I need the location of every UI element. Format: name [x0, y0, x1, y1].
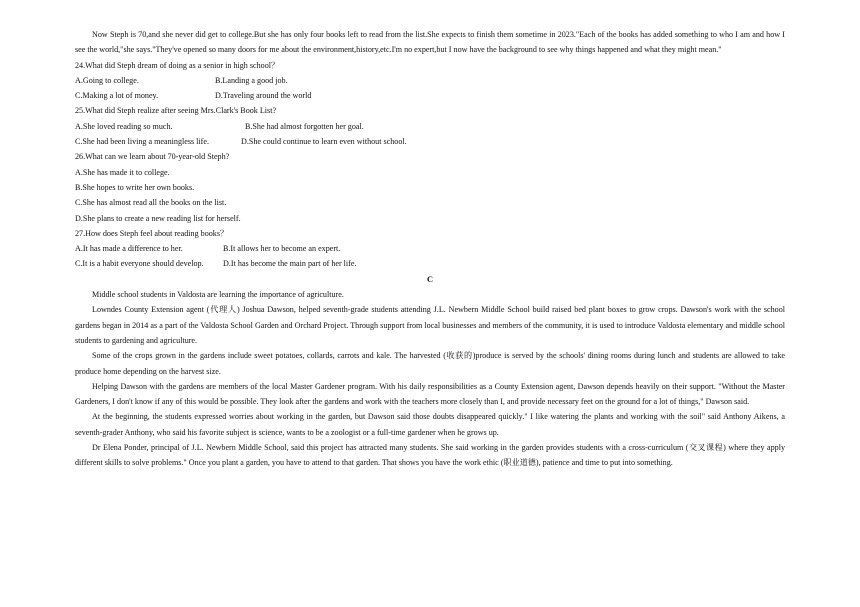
option-c: C.She had been living a meaningless life. [75, 137, 209, 147]
passage-paragraph: Lowndes County Extension agent (代理人) Joshua Dawson, helped seventh-grade students attending J.L. Newbern Middle School build raised bed plant boxes to grow crops. Dawson's work with the school gardens began in 2014 as a part of the Valdosta School Garden and Orchard Project. Through support from local businesses and members of the community, it is used to introduce Valdosta elementary and middle school students to gardening and agriculture. [75, 305, 785, 345]
option-row [75, 119, 785, 134]
passage-paragraph: Dr Elena Ponder, principal of J.L. Newbern Middle School, said this project has attracted many students. She said working in the garden provides students with a cross-curriculum (交叉课程) where they apply different skills to solve problems." Once you plant a garden, you have to attend to that garden. That shows you have the work ethic (职业道德), patience and time to put into something. [75, 443, 785, 468]
option-row [75, 134, 785, 149]
option-b: B.Landing a good job. [215, 75, 288, 85]
passage-paragraph: Now Steph is 70,and she never did get to college.But she has only four books left to read from the list.She expects to finish them sometime in 2023."Each of the books has added something to who I am and how I see the world,"she says."They've opened so many doors for me about the environment,history,etc.I'm no expert,but I now have the background to see why things happened and what they might mean." [75, 30, 785, 55]
option-row [75, 241, 785, 256]
question-stem: 24.What did Steph dream of doing as a senior in high school？ [75, 60, 280, 70]
option-row [75, 88, 785, 103]
passage-paragraph: Middle school students in Valdosta are learning the importance of agriculture. [92, 290, 344, 300]
option-b: B.It allows her to become an expert. [223, 244, 341, 254]
option-d: D.She could continue to learn even without school. [241, 137, 407, 147]
option-c: C.She has almost read all the books on the list. [75, 198, 227, 208]
option-c: C.It is a habit everyone should develop. [75, 259, 204, 269]
question-stem: 25.What did Steph realize after seeing Mrs.Clark's Book List? [75, 106, 277, 116]
question-stem: 26.What can we learn about 70-year-old Steph? [75, 152, 230, 162]
option-a: A.She has made it to college. [75, 167, 170, 177]
option-d: D.She plans to create a new reading list for herself. [75, 213, 241, 223]
option-a: A.She loved reading so much. [75, 121, 173, 131]
section-heading: C [426, 274, 434, 284]
option-b: B.She hopes to write her own books. [75, 182, 195, 192]
option-c: C.Making a lot of money. [75, 91, 159, 101]
option-row [75, 256, 785, 271]
passage-paragraph: Some of the crops grown in the gardens include sweet potatoes, collards, carrots and kale. The harvested (收获的)produce is served by the schools' dining rooms during lunch and students are allowed to take produce home depending on the harvest size. [75, 351, 785, 376]
passage-paragraph: Helping Dawson with the gardens are members of the local Master Gardener program. With his daily responsibilities as a County Extension agent, Dawson depends heavily on their support. "Without the Master Gardeners, I don't know if any of this would be possible. They look after the gardens and work with the teachers more closely than I, and provide necessary feet on the ground for a lot of things," Dawson said. [75, 381, 785, 407]
option-a: A.It has made a difference to her. [75, 244, 183, 254]
option-b: B.She had almost forgotten her goal. [245, 121, 364, 131]
passage-paragraph: At the beginning, the students expressed worries about working in the garden, but Dawson said those doubts disappeared quickly." I like watering the plants and working with the soil" said Anthony Aikens, a seventh-grader Anthony, who said his favorite subject is science, wants to be a zoologist or a full-time gardener when he grows up. [75, 412, 785, 437]
option-d: D.Traveling around the world [215, 91, 312, 101]
option-a: A.Going to college. [75, 75, 139, 85]
question-stem: 27.How does Steph feel about reading books？ [75, 228, 229, 238]
option-row [75, 73, 785, 88]
option-d: D.It has become the main part of her life. [223, 259, 357, 269]
